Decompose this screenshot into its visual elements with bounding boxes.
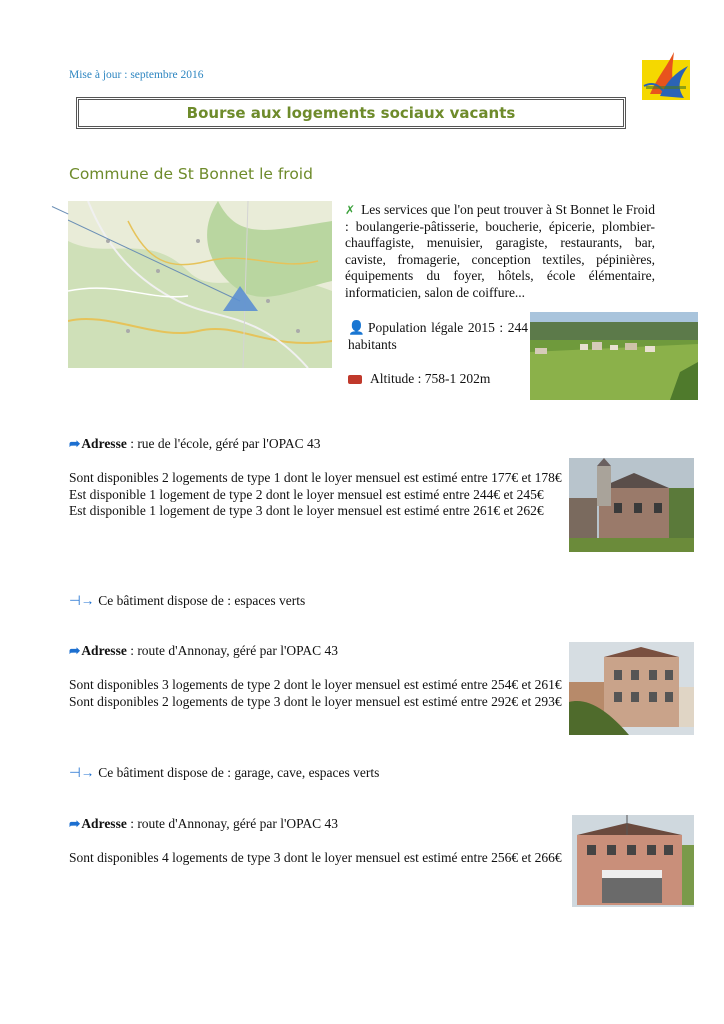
arrow-icon: ➦ [69,643,81,658]
population-info: 👤 Population légale 2015 : 244 habitants [348,320,528,352]
page-title-box [78,99,624,127]
map-pointer-line [52,206,69,215]
building-2-address: ➦Adresse : route d'Annonay, géré par l'OPAC 43 [69,643,339,658]
offer-line: Sont disponibles 3 logements de type 2 dont le loyer mensuel est estimé entre 254€ et 261€ [69,677,562,692]
village-photo [530,312,698,400]
offer-line: Sont disponibles 2 logements de type 3 dont le loyer mensuel est estimé entre 292€ et 293€ [69,693,562,709]
building-1-offers [69,470,569,520]
building-3-address: ➦Adresse : route d'Annonay, géré par l'OPAC 43 [69,816,339,831]
building-1-photo [569,458,694,552]
person-icon: 👤 [348,320,366,335]
building-2-photo [569,642,694,735]
location-map [68,201,332,368]
building-2-offers [69,677,569,710]
offer-line: Sont disponibles 4 logements de type 3 dont le loyer mensuel est estimé entre 256€ et 266€ [69,850,562,865]
key-icon: ⊣→ [69,593,95,608]
services-paragraph: ✗ Les services que l'on peut trouver à St Bonnet le Froid : boulangerie-pâtisserie, boucherie, épicerie, plombier-chauffagiste, menuisier, garagiste, restaurants, bar, caviste, fromagerie, conception textiles, pépinières, équipements du foyer, hôtels, école élémentaire, informaticien, salon de coiffure... [345,202,655,300]
offer-line: Sont disponibles 2 logements de type 1 dont le loyer mensuel est estimé entre 177€ et 178€ [69,470,562,485]
offer-line: Est disponible 1 logement de type 3 dont le loyer mensuel est estimé entre 261€ et 262€ [69,503,544,518]
building-3-offers [69,850,569,867]
leaf-icon: ✗ [345,203,356,217]
building-2-features: ⊣→ Ce bâtiment dispose de : garage, cave, espaces verts [69,765,380,780]
briefcase-icon [348,375,362,384]
building-1-address: ➦Adresse : rue de l'école, géré par l'OPAC 43 [69,436,321,451]
agency-logo [640,46,694,102]
update-date: Mise à jour : septembre 2016 [69,69,204,81]
arrow-icon: ➦ [69,816,81,831]
key-icon: ⊣→ [69,765,95,780]
offer-line: Est disponible 1 logement de type 2 dont le loyer mensuel est estimé entre 244€ et 245€ [69,486,544,502]
building-1-features: ⊣→ Ce bâtiment dispose de : espaces verts [69,593,306,608]
altitude-info: Altitude : 758-1 202m [348,371,490,388]
commune-title: Commune de St Bonnet le froid [69,165,313,183]
page-title: Bourse aux logements sociaux vacants [186,104,516,122]
arrow-icon: ➦ [69,436,81,451]
building-3-photo [572,815,694,907]
